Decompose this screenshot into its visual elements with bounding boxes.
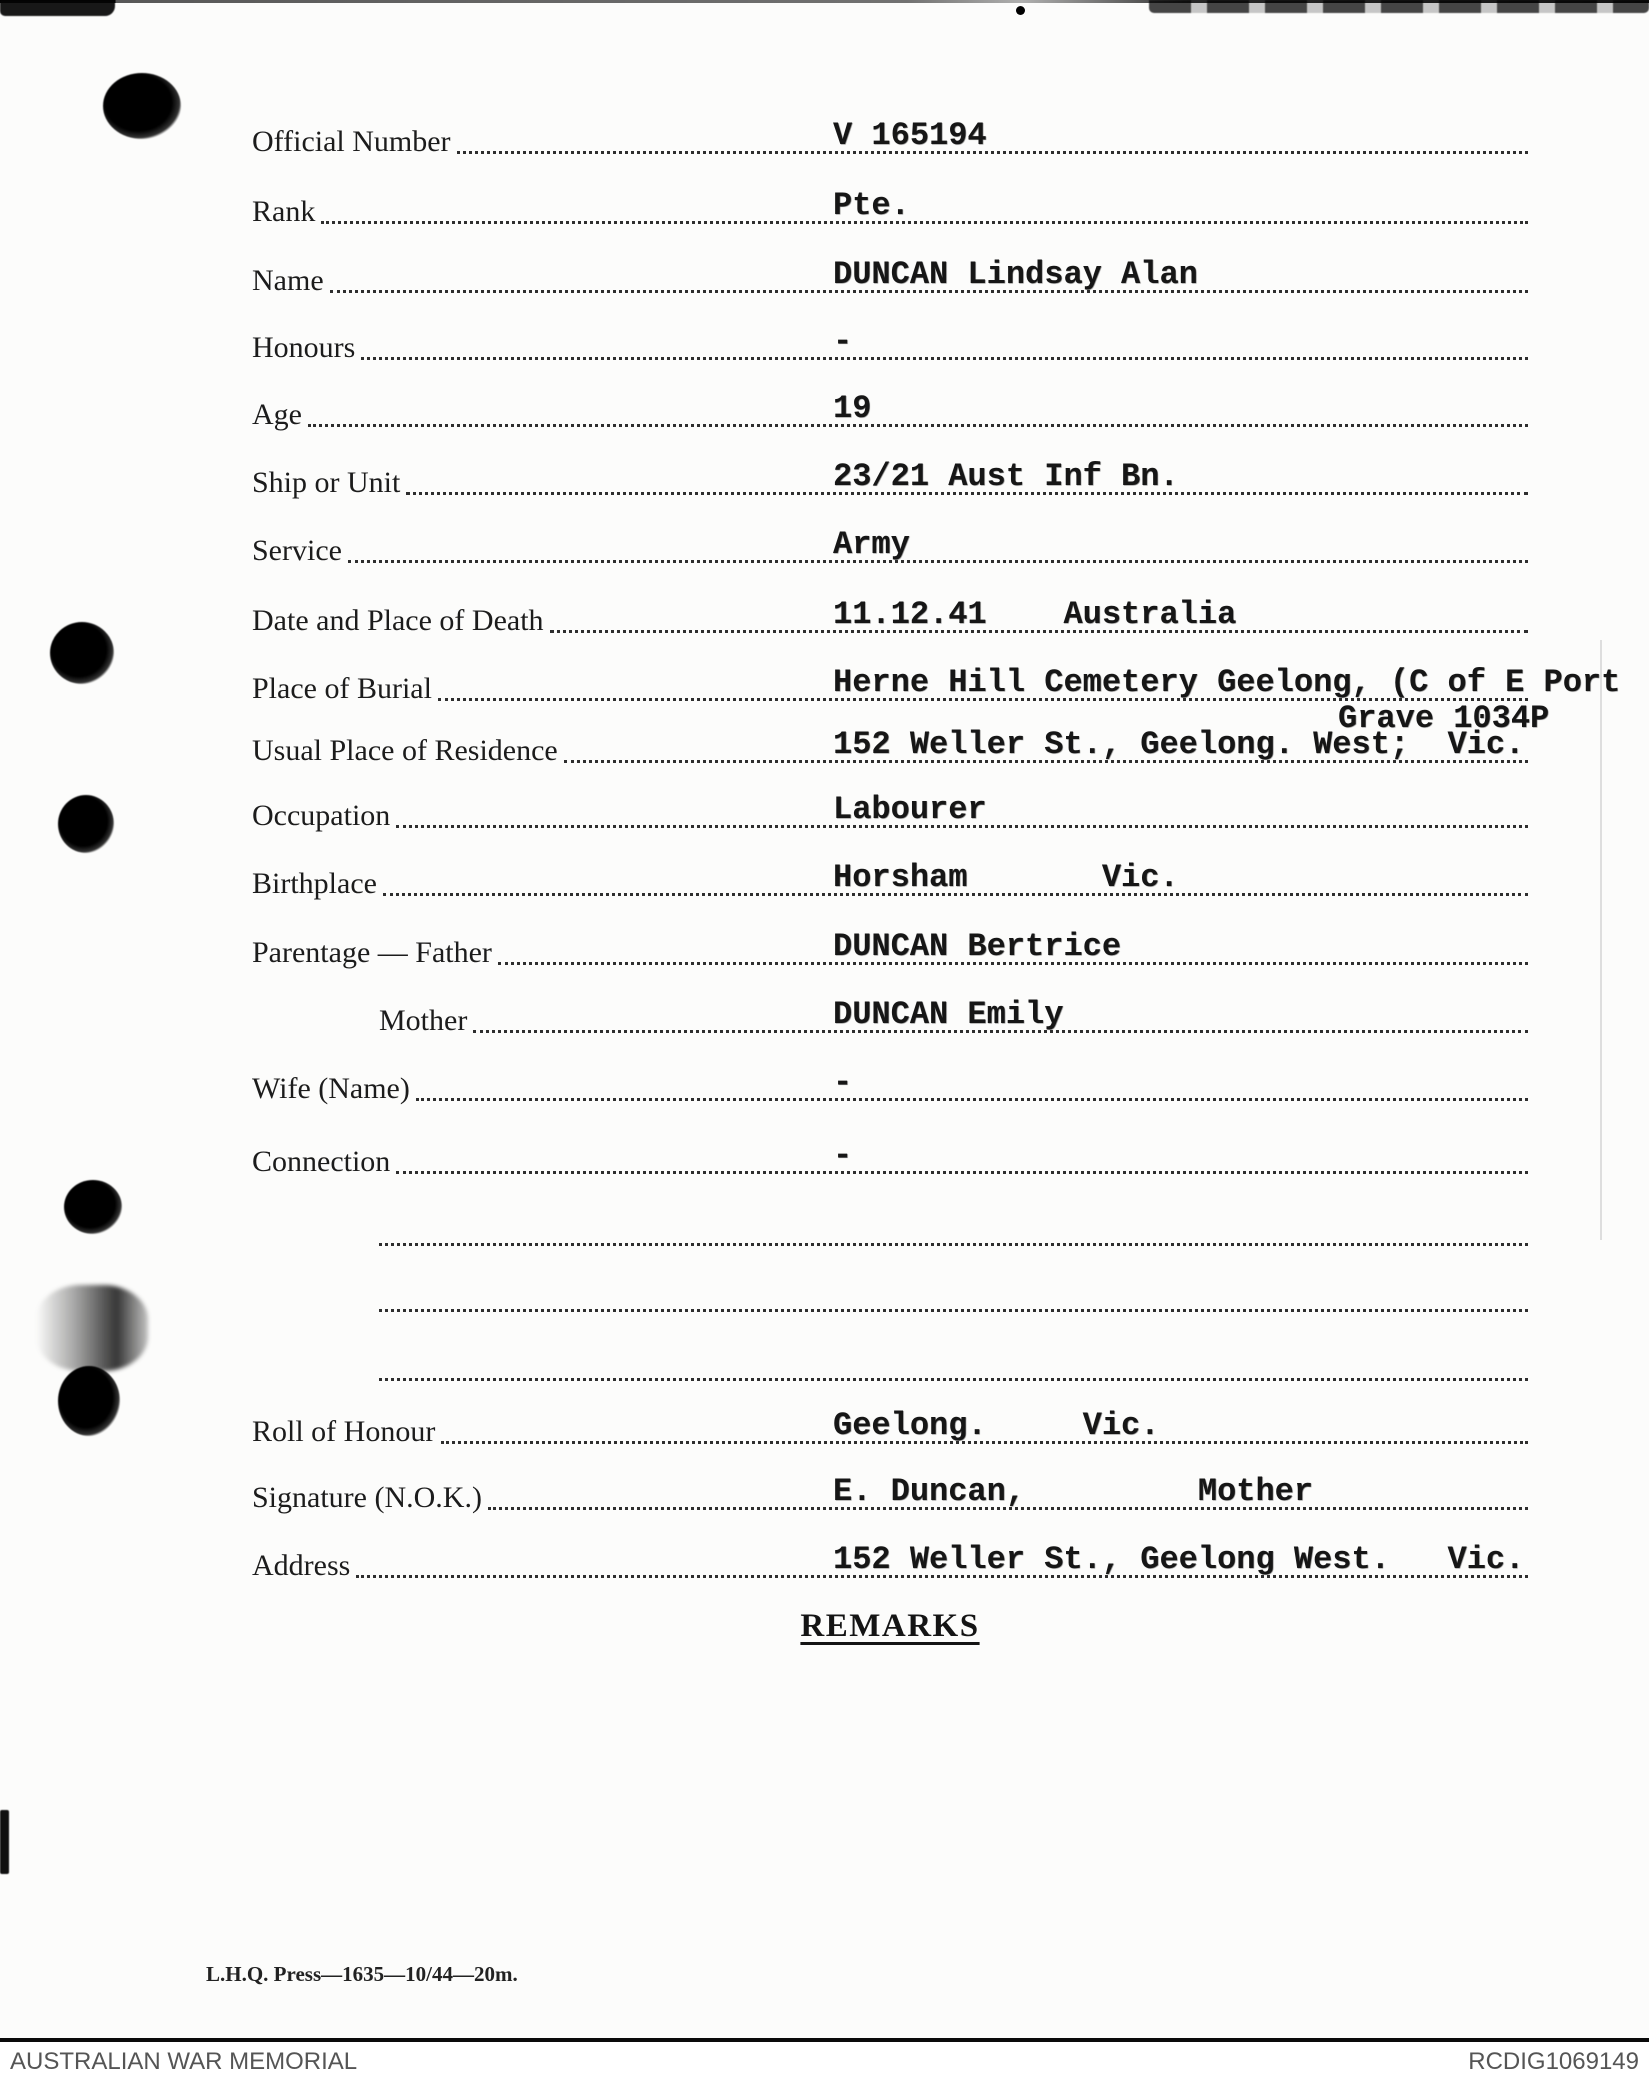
field-value: -	[833, 1064, 853, 1101]
field-value: 152 Weller St., Geelong. West; Vic.	[833, 726, 1525, 763]
field-value: 19	[833, 390, 872, 427]
field-label: Signature (N.O.K.)	[252, 1481, 482, 1514]
form-row-ship-or-unit	[252, 457, 1528, 503]
field-label: Address	[252, 1549, 351, 1582]
printers-code: L.H.Q. Press—1635—10/44—20m.	[206, 1962, 518, 1986]
dotted-leader	[379, 1378, 1528, 1381]
field-label: Connection	[252, 1145, 391, 1178]
remarks-heading	[252, 1608, 1528, 1645]
field-label: Birthplace	[252, 867, 377, 900]
field-label: Date and Place of Death	[252, 604, 544, 637]
form-row-parentage-mother	[379, 995, 1528, 1041]
field-label: Wife (Name)	[252, 1072, 410, 1105]
field-label: Ship or Unit	[252, 466, 401, 499]
field-label: Name	[252, 264, 324, 297]
form-row-usual-place-of-residence	[252, 725, 1528, 771]
field-label: Mother	[379, 1004, 468, 1037]
field-value: Labourer	[833, 791, 987, 828]
field-label: Place of Burial	[252, 672, 432, 705]
dotted-leader	[361, 357, 1528, 360]
field-value: Army	[833, 526, 910, 563]
field-value: 152 Weller St., Geelong West. Vic.	[833, 1541, 1525, 1578]
field-value: Geelong. Vic.	[833, 1407, 1160, 1444]
field-value: -	[833, 1137, 853, 1174]
form-row-signature-nok	[252, 1472, 1528, 1518]
field-value: -	[833, 323, 853, 360]
remarks-heading-text: REMARKS	[800, 1608, 980, 1644]
form-row-parentage-father	[252, 927, 1528, 973]
field-value: 23/21 Aust Inf Bn.	[833, 458, 1179, 495]
form-row-date-place-of-death	[252, 595, 1528, 641]
archive-source-label: AUSTRALIAN WAR MEMORIAL	[10, 2048, 358, 2075]
form-row-official-number	[252, 116, 1528, 162]
field-label: Occupation	[252, 799, 391, 832]
dotted-leader	[308, 424, 1528, 427]
field-label: Official Number	[252, 125, 451, 158]
field-value: Herne Hill Cemetery Geelong, (C of E Port	[833, 664, 1621, 701]
dotted-leader	[416, 1098, 1528, 1101]
field-value: DUNCAN Bertrice	[833, 928, 1122, 965]
field-value-grave: Grave 1034P	[1338, 700, 1550, 737]
form-row-honours	[252, 322, 1528, 368]
form-row-roll-of-honour	[252, 1406, 1528, 1452]
dotted-leader	[321, 221, 1528, 224]
archive-footer	[0, 2038, 1649, 2082]
form-row-place-of-burial	[252, 663, 1621, 737]
field-value: V 165194	[833, 117, 987, 154]
form-row-birthplace	[252, 858, 1528, 904]
form-row-name	[252, 255, 1528, 301]
dotted-leader	[396, 1171, 1528, 1174]
archive-record-id: RCDIG1069149	[1468, 2048, 1639, 2075]
field-label: Service	[252, 534, 342, 567]
form-row-wife-name	[252, 1063, 1528, 1109]
field-label: Age	[252, 398, 302, 431]
form-row-age	[252, 389, 1528, 435]
field-label: Usual Place of Residence	[252, 734, 558, 767]
form-row-address	[252, 1540, 1528, 1586]
form-row-rank	[252, 186, 1528, 232]
dotted-leader	[348, 560, 1528, 563]
form-row-service	[252, 525, 1528, 571]
field-label: Roll of Honour	[252, 1415, 436, 1448]
form-row-blank	[379, 1208, 1528, 1254]
form-row-blank	[379, 1343, 1528, 1389]
field-value: DUNCAN Emily	[833, 996, 1064, 1033]
field-value: Pte.	[833, 187, 910, 224]
field-label: Parentage — Father	[252, 936, 492, 969]
field-value: Horsham Vic.	[833, 859, 1179, 896]
form-row-blank	[379, 1274, 1528, 1320]
field-value: 11.12.41 Australia	[833, 596, 1237, 633]
dotted-leader	[457, 151, 1528, 154]
field-value: E. Duncan, Mother	[833, 1473, 1314, 1510]
form-row-connection	[252, 1136, 1528, 1182]
field-label: Honours	[252, 331, 356, 364]
dotted-leader	[379, 1309, 1528, 1312]
dotted-leader	[379, 1243, 1528, 1246]
form-row-occupation	[252, 790, 1528, 836]
field-value: DUNCAN Lindsay Alan	[833, 256, 1198, 293]
field-label: Rank	[252, 195, 316, 228]
